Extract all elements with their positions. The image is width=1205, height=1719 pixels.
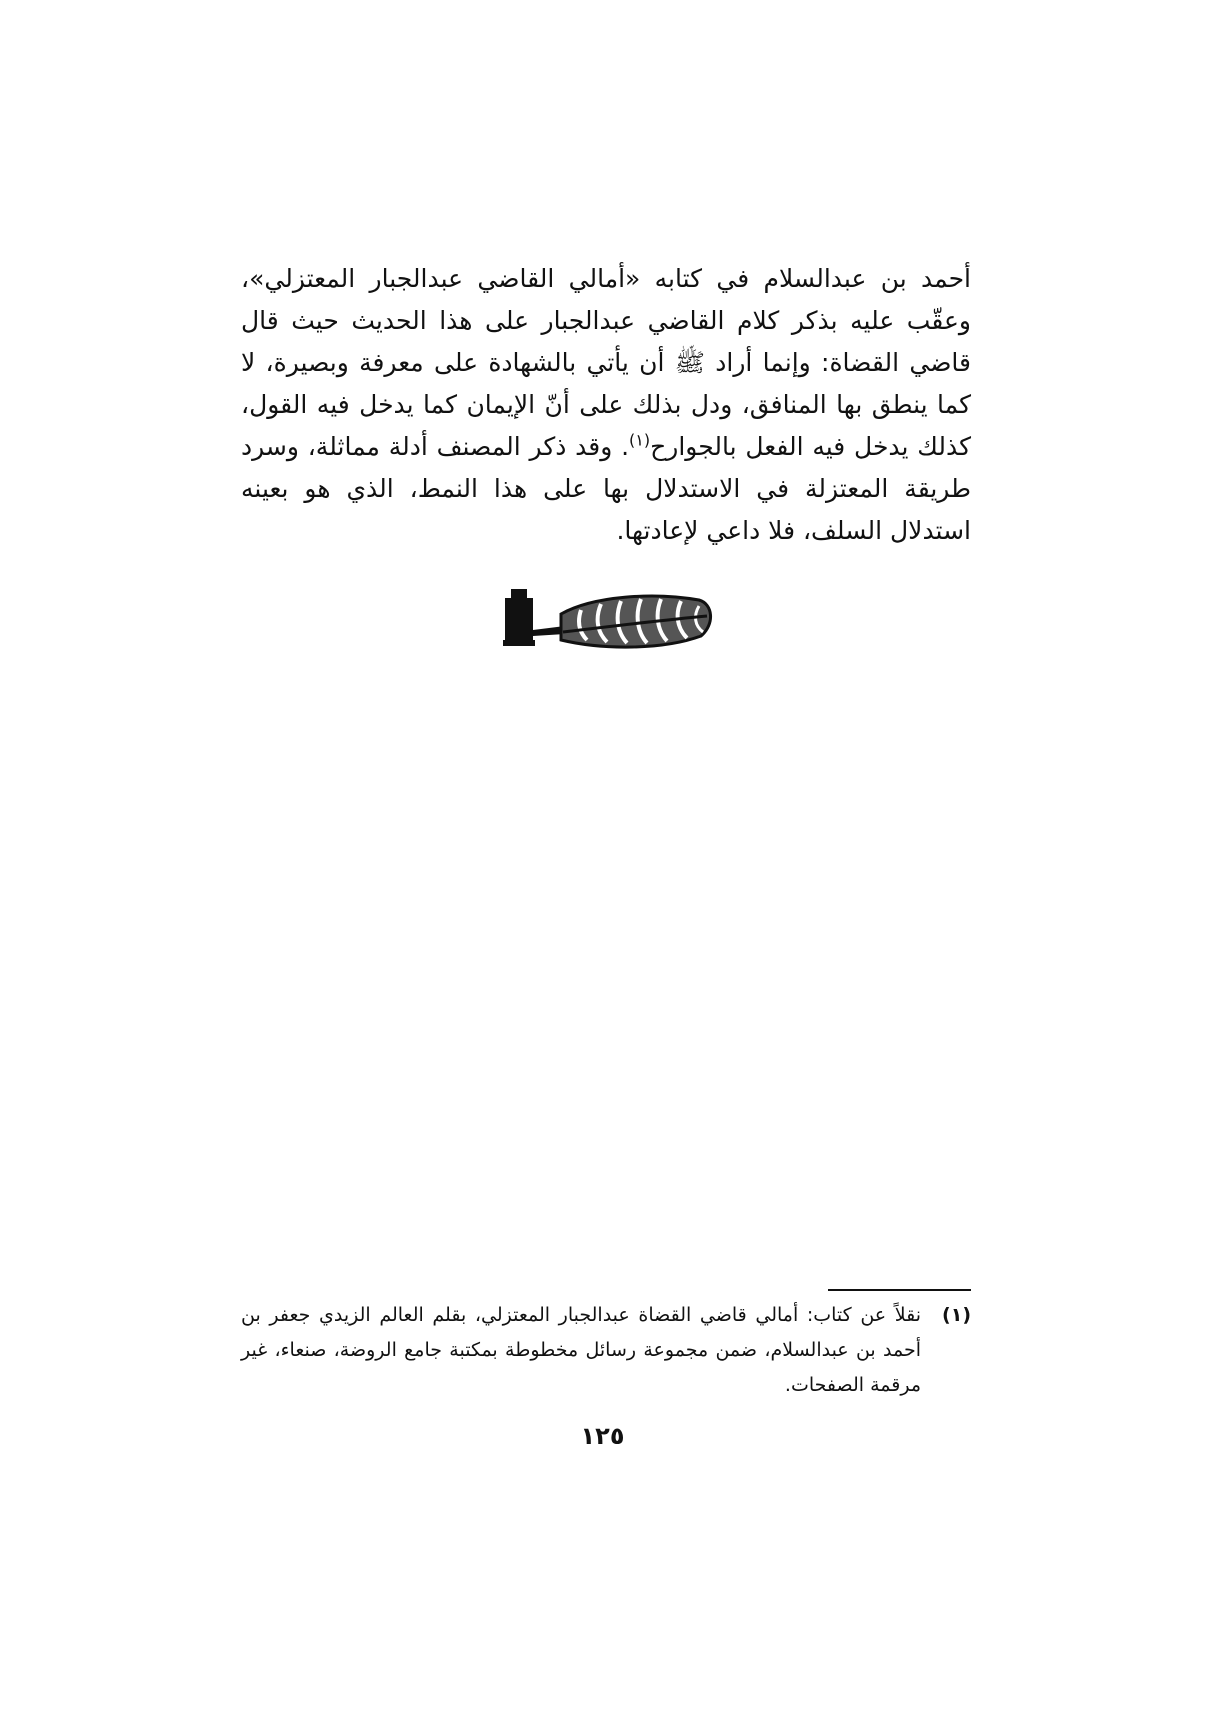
footnote-number: (١) [942,1304,971,1326]
footnote [241,1298,971,1403]
page-number: ١٢٥ [580,1422,625,1450]
footnote-text: نقلاً عن كتاب: أمالي قاضي القضاة عبدالجبار المعتزلي، بقلم العالم الزيدي جعفر بن أحمد بن عبدالسلام، ضمن مجموعة رسائل مخطوطة بمكتبة جامع الروضة، صنعاء، غير مرقمة الصفحات. [241,1304,921,1396]
footnote-separator [828,1289,971,1291]
main-text-block [241,258,971,552]
footnote-reference: (١) [629,430,651,450]
paragraph-main-text: أحمد بن عبدالسلام في كتابه «أمالي القاضي عبدالجبار المعتزلي»، وعقّب عليه بذكر كلام القاضي عبدالجبار على هذا الحديث حيث قال قاضي القضاة: وإنما أراد ﷺ أن يأتي بالشهادة على معرفة وبصيرة، لا كما ينطق بها المنافق، ودل بذلك على أنّ الإيمان كما يدخل فيه القول، كذلك يدخل فيه الفعل بالجوارح [241,264,972,461]
quill-and-inkwell-icon [503,586,715,656]
paragraph-tail-text: . وقد ذكر المصنف أدلة مماثلة، وسرد طريقة المعتزلة في الاستدلال بها على هذا النمط، الذي هو بعينه استدلال السلف، فلا داعي لإعادتها. [241,432,971,545]
main-paragraph [241,258,971,552]
